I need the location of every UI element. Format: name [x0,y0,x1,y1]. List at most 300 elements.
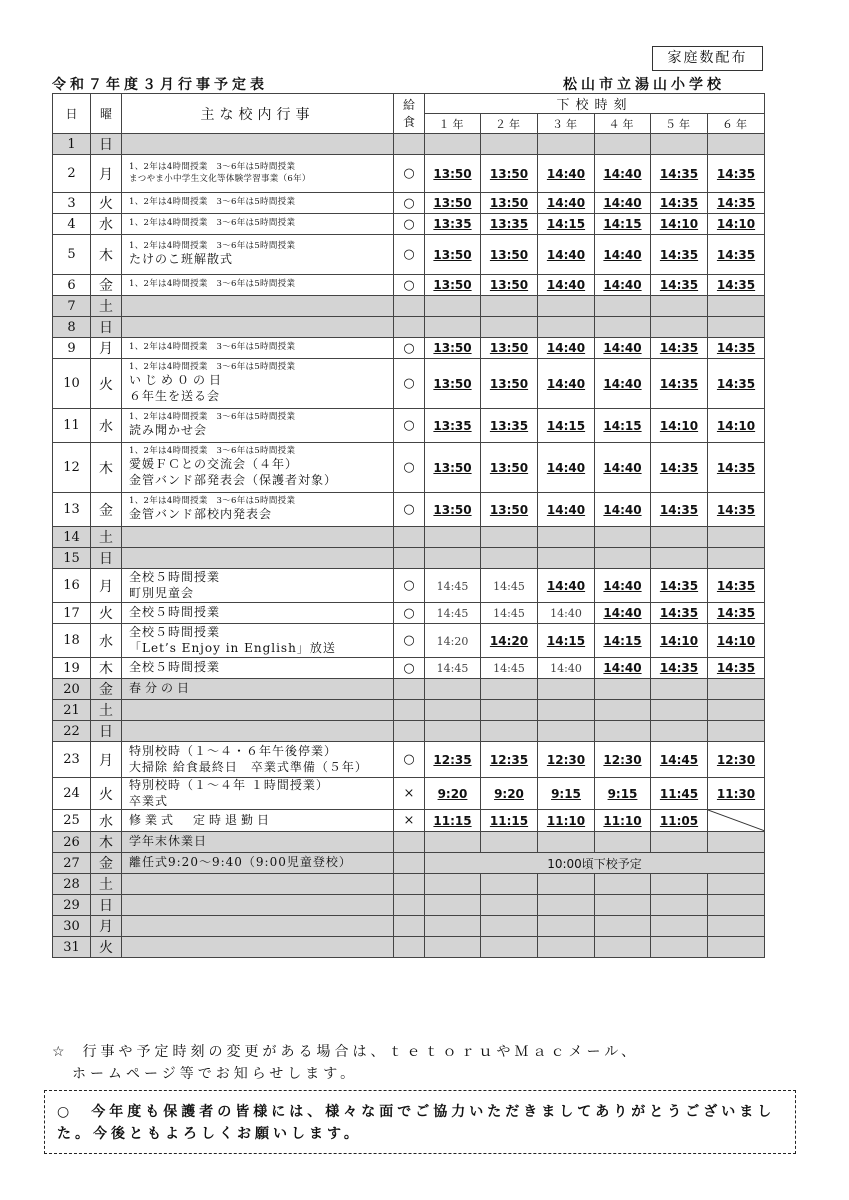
dismissal-cell-grade-3 [538,134,595,155]
weekday-cell: 金 [91,679,122,700]
dismissal-time: 9:20 [437,786,468,801]
dismissal-time: 13:50 [433,196,472,210]
dismissal-cell-grade-1 [425,214,481,235]
dismissal-cell-grade-2 [481,778,538,810]
weekday-cell: 水 [91,214,122,235]
dismissal-cell-grade-3 [538,569,595,603]
dismissal-time: 14:40 [603,247,642,262]
lunch-cell: ○ [394,275,425,296]
dismissal-cell-grade-6 [708,214,765,235]
document-title: 令和７年度３月行事予定表 [52,77,268,93]
dismissal-cell-grade-6 [708,235,765,275]
dismissal-cell-grade-4 [595,700,651,721]
lunch-cell: ○ [394,338,425,359]
dismissal-cell-grade-3 [538,493,595,527]
event-text: 1、2年は4時間授業 3～6年は5時間授業 [129,241,296,252]
events-cell [122,443,394,493]
event-text: まつやま小中学生文化等体験学習事業（6年） [129,173,311,184]
day-cell: 2 [53,155,91,193]
table-row [53,658,765,679]
event-text: 1、2年は4時間授業 3～6年は5時間授業 [129,218,296,229]
dismissal-time: 14:15 [603,217,642,231]
weekday-cell: 日 [91,895,122,916]
dismissal-cell-grade-6 [708,832,765,853]
dismissal-cell-grade-5 [651,317,708,338]
table-row [53,409,765,443]
dismissal-time: 14:10 [659,217,699,231]
day-cell: 18 [53,624,91,658]
events-cell [122,548,394,569]
dismissal-time: 14:10 [716,633,756,648]
dismissal-cell-grade-5 [651,275,708,296]
dismissal-time: 14:35 [659,247,699,262]
events-cell [122,916,394,937]
dismissal-cell-grade-6 [708,409,765,443]
dismissal-cell-grade-3 [538,443,595,493]
event-text: 特別校時（１～４・６年午後停業） [129,743,338,758]
dismissal-merged-cell: 10:00頃下校予定 [425,853,765,874]
dismissal-cell-grade-3 [538,338,595,359]
day-cell: 15 [53,548,91,569]
table-row [53,569,765,603]
dismissal-cell-grade-2 [481,916,538,937]
events-cell [122,569,394,603]
star-mark: ☆ [52,1044,69,1060]
events-cell [122,679,394,700]
weekday-cell: 月 [91,916,122,937]
notice-line-2: ホームページ等でお知らせします。 [72,1066,359,1082]
day-cell: 28 [53,874,91,895]
dismissal-time: 14:35 [716,341,756,355]
table-row [53,832,765,853]
dismissal-cell-grade-2 [481,359,538,409]
events-cell [122,721,394,742]
lunch-cell: ○ [394,624,425,658]
dismissal-cell-grade-5 [651,193,708,214]
dismissal-cell-grade-5 [651,937,708,958]
dismissal-cell-grade-1 [425,338,481,359]
dismissal-cell-grade-6 [708,679,765,700]
dismissal-cell-grade-5 [651,679,708,700]
weekday-cell: 火 [91,359,122,409]
table-row [53,742,765,778]
dismissal-cell-grade-3 [538,937,595,958]
day-cell: 1 [53,134,91,155]
event-text: 1、2年は4時間授業 3～6年は5時間授業 [129,496,296,507]
table-row [53,624,765,658]
dismissal-time: 14:40 [546,341,586,355]
dismissal-cell-grade-2 [481,296,538,317]
dismissal-cell-grade-5 [651,569,708,603]
day-cell: 9 [53,338,91,359]
dismissal-cell-grade-2 [481,338,538,359]
event-text: 金管バンド部発表会（保護者対象） [129,473,338,488]
events-cell [122,778,394,810]
dismissal-cell-grade-1 [425,721,481,742]
dismissal-time: 14:10 [659,418,699,433]
events-cell [122,832,394,853]
dismissal-time: 14:45 [436,662,469,675]
dismissal-cell-grade-1 [425,700,481,721]
dismissal-time: 14:20 [489,633,529,648]
lunch-cell: ○ [394,443,425,493]
dismissal-time: 13:50 [489,376,529,391]
weekday-cell: 木 [91,832,122,853]
dismissal-time: 14:35 [659,578,699,593]
lunch-cell [394,721,425,742]
event-text: 1、2年は4時間授業 3～6年は5時間授業 [129,446,296,457]
day-cell: 11 [53,409,91,443]
dismissal-time: 14:40 [603,578,642,593]
dismissal-time: 14:40 [546,502,586,517]
weekday-cell: 火 [91,193,122,214]
day-cell: 3 [53,193,91,214]
dismissal-time: 14:45 [436,579,469,593]
dismissal-time: 12:35 [433,752,472,767]
dismissal-cell-grade-4 [595,916,651,937]
dismissal-time: 11:10 [603,813,642,828]
table-row [53,317,765,338]
lunch-cell: ○ [394,603,425,624]
day-cell: 10 [53,359,91,409]
dismissal-time: 14:35 [716,502,756,517]
dismissal-cell-grade-1 [425,679,481,700]
dismissal-cell-grade-6 [708,548,765,569]
dismissal-cell-grade-1 [425,317,481,338]
dismissal-cell-grade-5 [651,338,708,359]
dismissal-time: 14:35 [716,247,756,262]
dismissal-cell-grade-3 [538,317,595,338]
event-text: 全校５時間授業 [129,569,221,584]
weekday-cell: 金 [91,493,122,527]
dismissal-cell-grade-3 [538,275,595,296]
dismissal-time: 14:40 [550,607,582,620]
dismissal-time: 14:40 [603,460,642,475]
weekday-cell: 土 [91,296,122,317]
dismissal-cell-grade-3 [538,700,595,721]
dismissal-cell-grade-5 [651,700,708,721]
table-row [53,359,765,409]
dismissal-cell-grade-1 [425,443,481,493]
dismissal-cell-grade-4 [595,193,651,214]
table-row [53,443,765,493]
dismissal-time: 14:15 [603,418,642,433]
dismissal-cell-grade-5 [651,359,708,409]
dismissal-time: 14:40 [603,502,642,517]
dismissal-cell-grade-5 [651,832,708,853]
dismissal-time: 14:35 [659,376,699,391]
dismissal-cell-grade-6 [708,359,765,409]
table-row [53,810,765,832]
dismissal-time: 14:40 [603,341,642,355]
dismissal-cell-grade-3 [538,895,595,916]
events-cell [122,409,394,443]
dismissal-cell-grade-4 [595,832,651,853]
dismissal-time: 13:50 [433,502,472,517]
dismissal-cell-grade-2 [481,895,538,916]
dismissal-cell-grade-5 [651,624,708,658]
dismissal-cell-grade-4 [595,527,651,548]
dismissal-time: 13:35 [489,418,529,433]
dismissal-cell-grade-4 [595,155,651,193]
events-cell [122,296,394,317]
dismissal-cell-grade-5 [651,810,708,832]
dismissal-cell-grade-5 [651,493,708,527]
weekday-cell: 土 [91,700,122,721]
day-cell: 5 [53,235,91,275]
dismissal-cell-grade-1 [425,778,481,810]
dismissal-cell-grade-4 [595,874,651,895]
table-row [53,134,765,155]
dismissal-time: 14:15 [546,418,586,433]
dismissal-time: 13:50 [433,341,472,355]
header-lunch: 給 食 [394,94,425,134]
dismissal-cell-grade-6 [708,338,765,359]
dismissal-time: 14:45 [493,579,525,593]
dismissal-cell-grade-4 [595,134,651,155]
dismissal-cell-grade-3 [538,874,595,895]
dismissal-cell-grade-3 [538,624,595,658]
dismissal-cell-grade-3 [538,235,595,275]
events-cell [122,624,394,658]
dismissal-cell-grade-2 [481,624,538,658]
dismissal-time: 14:45 [436,607,469,620]
lunch-cell [394,700,425,721]
dismissal-cell-grade-6 [708,443,765,493]
dismissal-cell-grade-2 [481,193,538,214]
dismissal-time: 13:50 [489,166,529,181]
header-grade-5: ５年 [651,114,708,134]
lunch-cell: ○ [394,658,425,679]
dismissal-time: 14:35 [716,166,756,181]
table-row [53,853,765,874]
lunch-cell [394,853,425,874]
lunch-cell: ○ [394,359,425,409]
table-row [53,296,765,317]
lunch-cell: × [394,810,425,832]
weekday-cell: 金 [91,853,122,874]
event-text: 町別児童会 [129,585,195,600]
dismissal-time: 14:40 [603,166,642,181]
dismissal-cell-grade-6 [708,493,765,527]
event-text: いじめ０の日 [129,373,226,388]
event-text: 卒業式 [129,793,169,808]
dismissal-cell-grade-1 [425,603,481,624]
table-row [53,895,765,916]
dismissal-time: 14:20 [436,634,469,648]
weekday-cell: 月 [91,338,122,359]
events-cell [122,134,394,155]
change-notice [52,1041,639,1085]
event-text: 1、2年は4時間授業 3～6年は5時間授業 [129,412,296,423]
lunch-cell [394,548,425,569]
dismissal-cell-grade-4 [595,317,651,338]
dismissal-time: 9:20 [494,786,524,801]
dismissal-time: 14:35 [659,606,699,620]
lunch-cell [394,832,425,853]
dismissal-cell-grade-6 [708,275,765,296]
dismissal-cell-grade-2 [481,443,538,493]
dismissal-time: 13:50 [433,247,472,262]
day-cell: 25 [53,810,91,832]
dismissal-cell-grade-3 [538,778,595,810]
dismissal-cell-grade-6 [708,527,765,548]
lunch-cell [394,134,425,155]
dismissal-time: 14:10 [716,217,756,231]
dismissal-time: 13:50 [489,341,529,355]
dismissal-time: 14:35 [716,606,756,620]
dismissal-cell-grade-5 [651,155,708,193]
dismissal-cell-grade-1 [425,548,481,569]
event-text: 全校５時間授業 [129,624,221,639]
dismissal-cell-grade-3 [538,810,595,832]
dismissal-cell-grade-1 [425,193,481,214]
dismissal-cell-grade-4 [595,275,651,296]
day-cell: 29 [53,895,91,916]
weekday-cell: 土 [91,527,122,548]
dismissal-cell-grade-6 [708,778,765,810]
weekday-cell: 月 [91,155,122,193]
dismissal-cell-grade-1 [425,874,481,895]
dismissal-cell-grade-5 [651,134,708,155]
dismissal-cell-grade-2 [481,603,538,624]
weekday-cell: 火 [91,937,122,958]
dismissal-cell-grade-4 [595,658,651,679]
weekday-cell: 水 [91,409,122,443]
dismissal-cell-grade-2 [481,155,538,193]
dismissal-time: 14:40 [603,606,642,620]
events-cell [122,317,394,338]
weekday-cell: 木 [91,443,122,493]
lunch-cell: ○ [394,235,425,275]
dismissal-cell-grade-5 [651,409,708,443]
day-cell: 17 [53,603,91,624]
dismissal-time: 14:45 [493,662,525,675]
events-cell [122,359,394,409]
event-text: 愛媛ＦＣとの交流会（４年） [129,457,299,472]
dismissal-cell-grade-2 [481,409,538,443]
weekday-cell: 日 [91,134,122,155]
weekday-cell: 水 [91,810,122,832]
dismissal-time: 13:50 [489,247,529,262]
lunch-cell [394,937,425,958]
day-cell: 19 [53,658,91,679]
dismissal-cell-grade-4 [595,296,651,317]
dismissal-cell-grade-4 [595,721,651,742]
dismissal-cell-grade-3 [538,155,595,193]
events-cell [122,874,394,895]
dismissal-cell-grade-3 [538,409,595,443]
dismissal-time: 11:30 [716,786,756,801]
dismissal-cell-grade-4 [595,937,651,958]
dismissal-cell-grade-6 [708,317,765,338]
dismissal-time: 11:05 [659,813,699,828]
table-row [53,155,765,193]
dismissal-cell-grade-3 [538,658,595,679]
day-cell: 24 [53,778,91,810]
events-cell [122,275,394,296]
dismissal-cell-grade-2 [481,700,538,721]
dismissal-cell-grade-5 [651,527,708,548]
weekday-cell: 火 [91,603,122,624]
events-cell [122,937,394,958]
events-cell [122,338,394,359]
dismissal-cell-grade-4 [595,679,651,700]
weekday-cell: 日 [91,317,122,338]
weekday-cell: 日 [91,548,122,569]
dismissal-cell-grade-1 [425,832,481,853]
dismissal-cell-grade-5 [651,874,708,895]
dismissal-cell-grade-5 [651,235,708,275]
table-row [53,874,765,895]
dismissal-time: 11:10 [546,813,586,828]
table-row [53,235,765,275]
event-text: 特別校時（１～４年 １時間授業） [129,778,329,792]
day-cell: 30 [53,916,91,937]
dismissal-time: 14:35 [716,278,756,292]
lunch-cell: ○ [394,493,425,527]
thanks-message: ○ 今年度も保護者の皆様には、様々な面でご協力いただきましてありがとうございました。今後ともよろしくお願いします。 [44,1090,796,1154]
dismissal-cell-grade-4 [595,235,651,275]
dismissal-cell-grade-6 [708,742,765,778]
dismissal-time: 14:35 [716,460,756,475]
dismissal-cell-grade-2 [481,810,538,832]
lunch-cell [394,527,425,548]
table-row [53,193,765,214]
dismissal-time: 13:50 [489,502,529,517]
day-cell: 31 [53,937,91,958]
dismissal-cell-grade-4 [595,443,651,493]
dismissal-cell-grade-4 [595,624,651,658]
dismissal-cell-grade-2 [481,134,538,155]
weekday-cell: 金 [91,275,122,296]
dismissal-time: 14:40 [550,662,582,675]
dismissal-cell-grade-2 [481,742,538,778]
dismissal-time: 14:40 [603,196,642,210]
dismissal-time: 14:40 [603,278,642,292]
header-dismissal: 下校時刻 [425,94,765,114]
day-cell: 6 [53,275,91,296]
dismissal-time: 13:50 [433,278,472,292]
event-text: 修業式 定時退勤日 [129,812,274,827]
dismissal-cell-grade-1 [425,275,481,296]
dismissal-cell-grade-5 [651,721,708,742]
lunch-cell: ○ [394,569,425,603]
dismissal-cell-grade-5 [651,443,708,493]
dismissal-cell-grade-2 [481,235,538,275]
dismissal-time: 12:30 [603,752,642,767]
dismissal-cell-grade-2 [481,527,538,548]
table-row [53,700,765,721]
dismissal-cell-grade-4 [595,778,651,810]
header-grade-3: ３年 [538,114,595,134]
dismissal-time: 13:50 [489,278,529,292]
dismissal-cell-grade-1 [425,155,481,193]
dismissal-cell-grade-2 [481,493,538,527]
dismissal-cell-grade-4 [595,214,651,235]
dismissal-cell-grade-1 [425,134,481,155]
events-cell [122,493,394,527]
dismissal-cell-grade-1 [425,569,481,603]
event-text: 「Let’s Enjoy in English」放送 [129,640,336,655]
dismissal-time: 14:15 [546,633,586,648]
dismissal-time: 13:35 [489,217,529,231]
dismissal-time: 14:40 [546,578,586,593]
schedule-table [52,93,765,958]
weekday-cell: 木 [91,235,122,275]
event-text: 読み聞かせ会 [129,423,208,438]
dismissal-time: 14:35 [716,376,756,391]
